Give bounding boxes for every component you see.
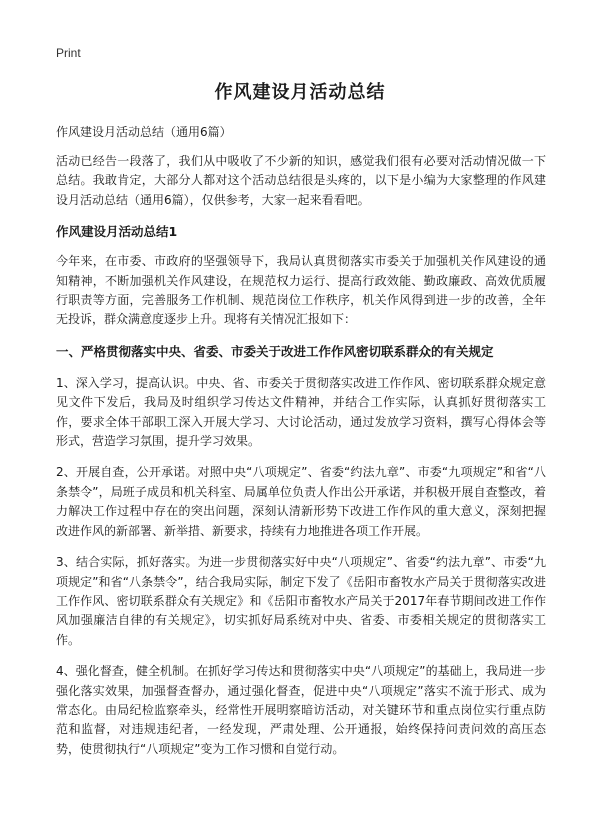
print-link[interactable]: Print (56, 46, 81, 60)
page-title: 作风建设月活动总结 (214, 82, 386, 103)
article-subtitle: 作风建设月活动总结（通用6篇） (56, 125, 232, 139)
list-item-4: 4、强化督查，健全机制。在抓好学习传达和贯彻落实中央“八项规定”的基础上，我局进一步强化落实效果，加强督查督办，通过强化督查，促进中央“八项规定”落实不流于形式、成为常态化。由局纪检监察牵头，经常性开展明察暗访活动，对关键环节和重点岗位实行重点防范和监督，对违规违纪者，一经发现，严肃处理、公开通报，始终保持问责问效的高压态势，使贯彻执行“八项规定”变为工作习惯和自觉行动。 (56, 664, 546, 756)
list-item-2: 2、开展自查，公开承诺。对照中央“八项规定”、省委“约法九章”、市委“九项规定”和省“八条禁令”，局班子成员和机关科室、局属单位负责人作出公开承诺，并积极开展自查整改，着力解决工作过程中存在的突出问题，深刻认清新形势下改进工作作风的重大意义，深刻把握改进作风的新部署、新举措、新要求，持续有力地推进各项工作开展。 (56, 465, 546, 538)
list-item-1: 1、深入学习，提高认识。中央、省、市委关于贯彻落实改进工作作风、密切联系群众规定意见文件下发后，我局及时组织学习传达文件精神，并结合工作实际，认真抓好贯彻落实工作，要求全体干部职工深入开展大学习、大讨论活动，通过发放学习资料，撰写心得体会等形式，营造学习氛围，提升学习效果。 (56, 375, 546, 449)
paragraph-1: 今年来，在市委、市政府的坚强领导下，我局认真贯彻落实市委关于加强机关作风建设的通知精神，不断加强机关作风建设，在规范权力运行、提高行政效能、勤政廉政、高效优质履行职责等方面，完善服务工作机制、规范岗位工作秩序，机关作风得到进一步的改善，全年无投诉，群众满意度逐步上升。现将有关情况汇报如下： (56, 254, 546, 327)
list-item-3: 3、结合实际，抓好落实。为进一步贯彻落实好中央“八项规定”、省委“约法九章”、市委“九项规定”和省“八条禁令”，结合我局实际，制定下发了《岳阳市畜牧水产局关于贯彻落实改进工作作风、密切联系群众有关规定》和《岳阳市畜牧水产局关于2017年春节期间改进工作作风加强廉洁自律的有关规定》，切实抓好局系统对中央、省委、市委相关规定的贯彻落实工作。 (56, 555, 546, 647)
article-body (56, 122, 546, 771)
section-heading: 作风建设月活动总结1 (56, 224, 178, 240)
part-heading: 一、严格贯彻落实中央、省委、市委关于改进工作作风密切联系群众的有关规定 (56, 343, 494, 359)
intro-paragraph: 活动已经告一段落了，我们从中吸收了不少新的知识，感觉我们很有必要对活动情况做一下总结。我敢肯定，大部分人都对这个活动总结很是头疼的，以下是小编为大家整理的作风建设月活动总结（通用6篇），仅供参考，大家一起来看看吧。 (56, 154, 546, 207)
